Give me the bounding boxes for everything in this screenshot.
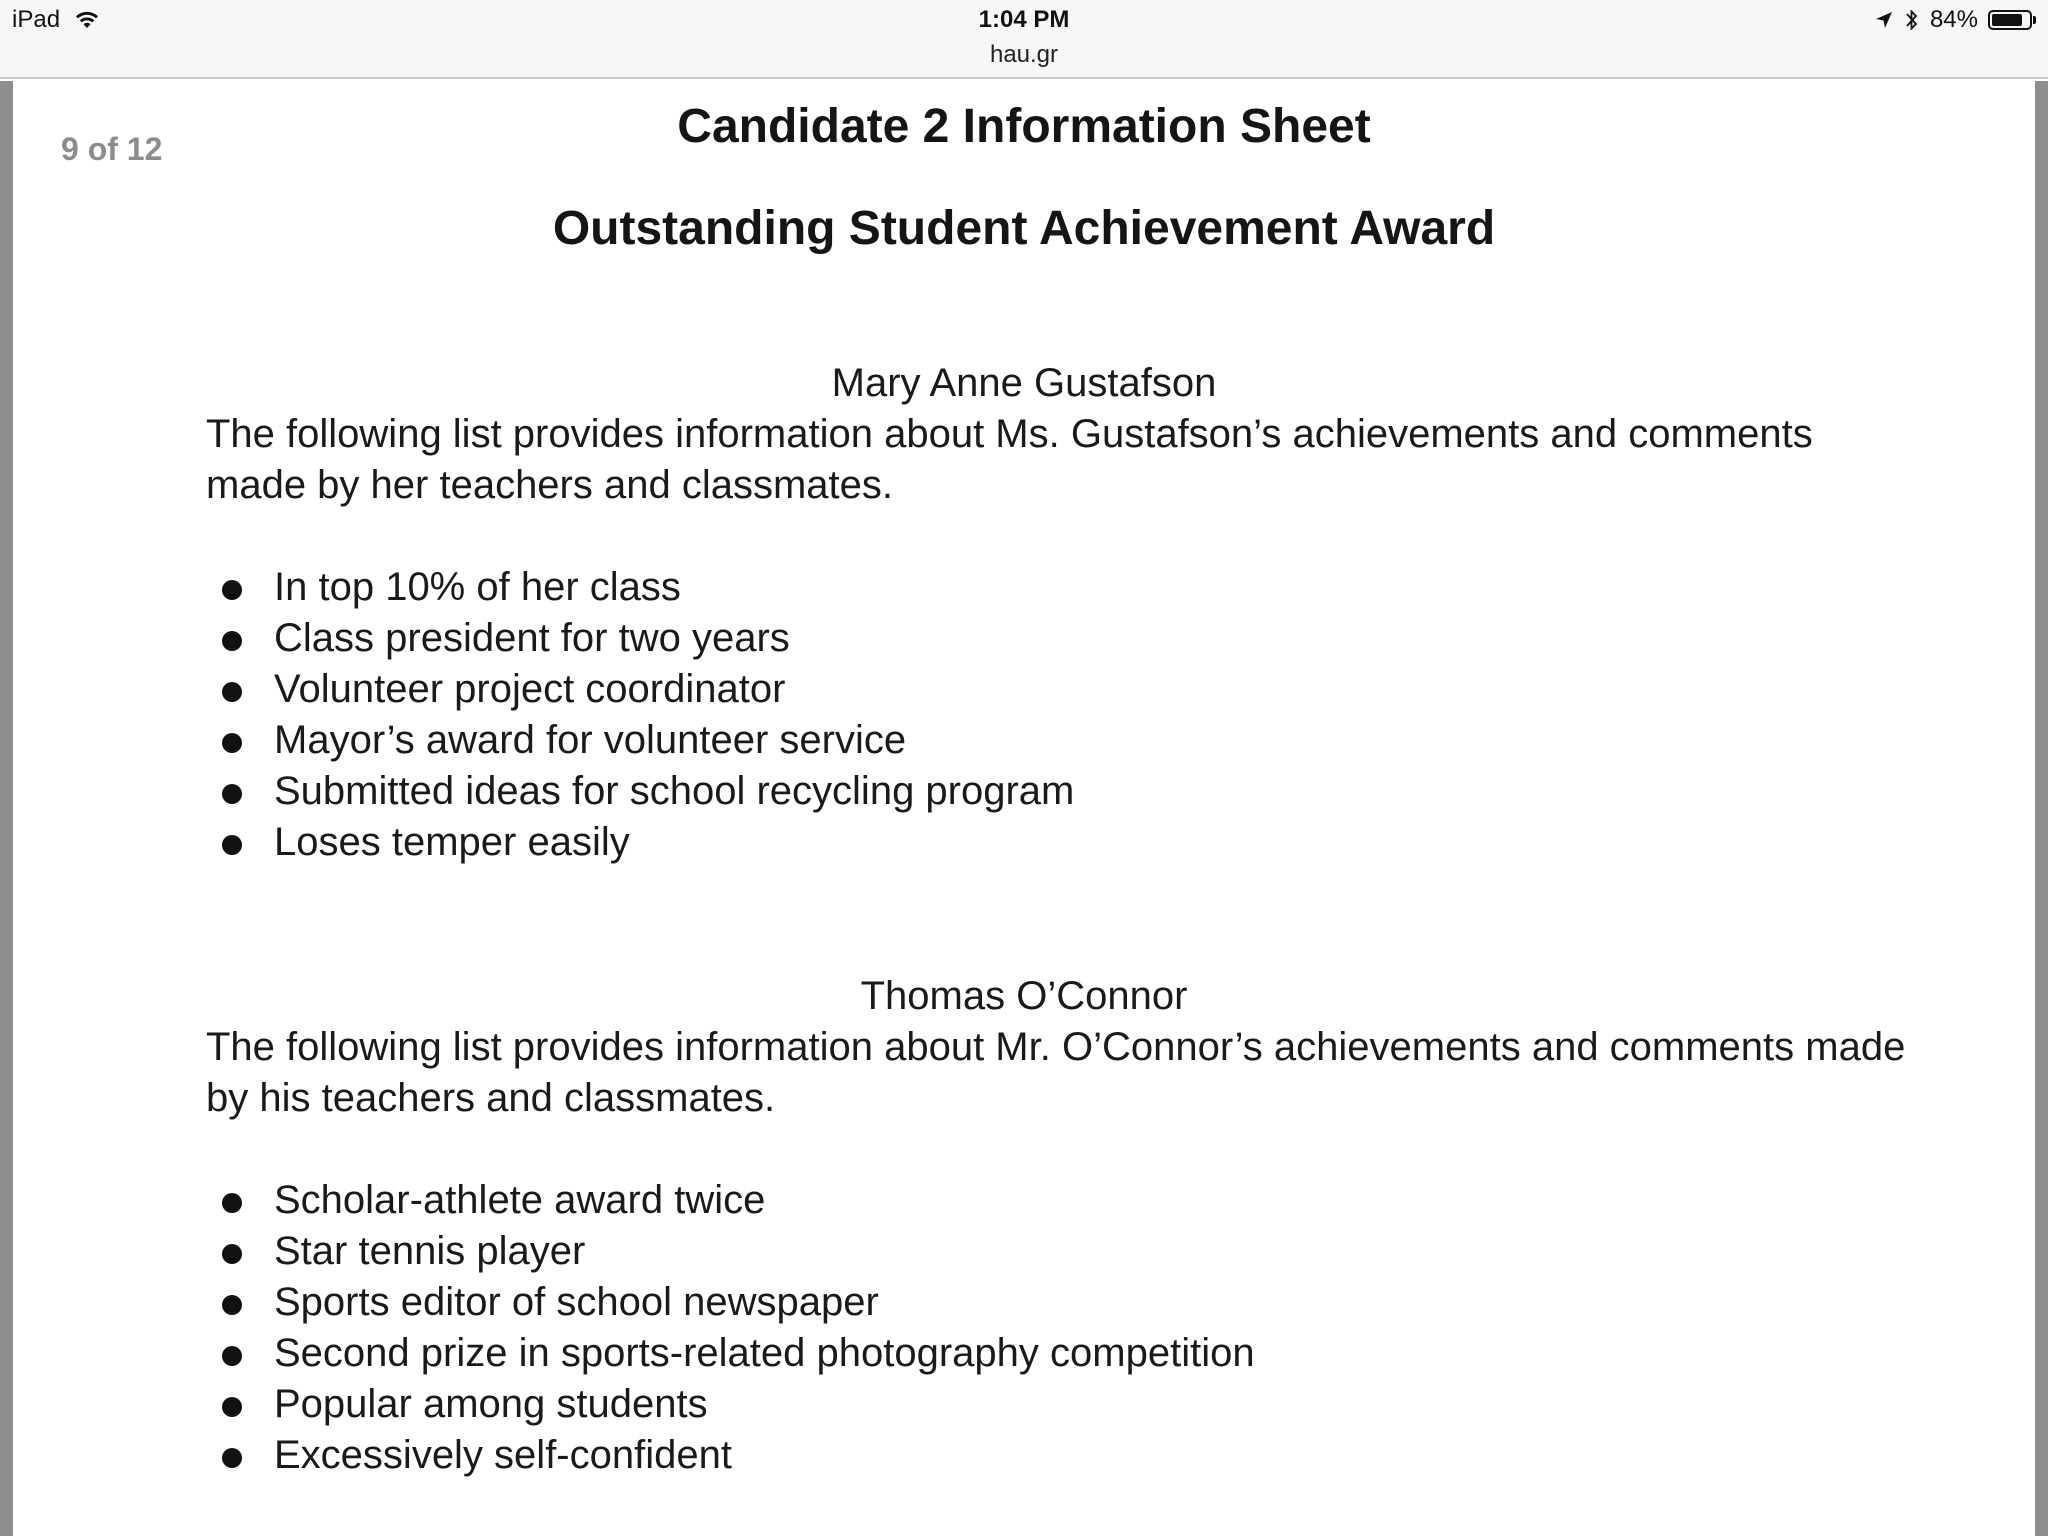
candidate-section-1 [206, 358, 1906, 868]
viewport-left-edge [0, 81, 13, 1536]
battery-body [1988, 10, 2032, 30]
viewport-right-edge [2035, 81, 2048, 1536]
list-item-text: Scholar-athlete award twice [274, 1178, 766, 1222]
list-item-text: Second prize in sports-related photography competition [274, 1331, 1255, 1375]
list-item-text: Sports editor of school newspaper [274, 1280, 879, 1324]
bullet-icon [222, 631, 242, 651]
list-item [206, 1277, 1906, 1328]
list-item-text: Popular among students [274, 1382, 708, 1426]
list-item [206, 715, 1906, 766]
list-item [206, 1175, 1906, 1226]
list-item-text: In top 10% of her class [274, 565, 681, 609]
list-item [206, 1430, 1906, 1481]
achievement-list [206, 1175, 1906, 1481]
candidate-section-2 [206, 971, 1906, 1481]
list-item-text: Excessively self-confident [274, 1433, 732, 1477]
status-time: 1:04 PM [978, 6, 1070, 33]
candidate-intro: The following list provides information about Ms. Gustafson’s achievements and comments made by her teachers and classmates. [206, 412, 1813, 507]
battery-icon [1988, 10, 2036, 30]
location-arrow-icon [1874, 10, 1894, 30]
bullet-icon [222, 682, 242, 702]
status-right [1874, 6, 2036, 34]
list-item [206, 613, 1906, 664]
bullet-icon [222, 1448, 242, 1468]
list-item [206, 562, 1906, 613]
list-item-text: Volunteer project coordinator [274, 667, 786, 711]
page-indicator: 9 of 12 [61, 131, 163, 167]
list-item-text: Submitted ideas for school recycling program [274, 769, 1075, 813]
list-item-text: Star tennis player [274, 1229, 586, 1273]
list-item [206, 664, 1906, 715]
bullet-icon [222, 733, 242, 753]
list-item [206, 1226, 1906, 1277]
battery-fill [1992, 14, 2022, 26]
list-item [206, 766, 1906, 817]
battery-tip [2033, 16, 2036, 24]
list-item-text: Loses temper easily [274, 820, 630, 864]
bullet-icon [222, 580, 242, 600]
document-subtitle: Outstanding Student Achievement Award [552, 202, 1496, 255]
bullet-icon [222, 1244, 242, 1264]
candidate-name: Thomas O’Connor [860, 974, 1188, 1018]
bullet-icon [222, 1346, 242, 1366]
address-bar-url[interactable]: hau.gr [989, 41, 1059, 68]
bullet-icon [222, 1295, 242, 1315]
candidate-name: Mary Anne Gustafson [831, 361, 1217, 405]
bullet-icon [222, 1397, 242, 1417]
browser-top-bar [0, 0, 2048, 79]
battery-percentage: 84% [1929, 6, 1978, 33]
bluetooth-icon [1904, 8, 1920, 32]
bullet-icon [222, 784, 242, 804]
pdf-page[interactable] [13, 81, 2035, 1536]
list-item [206, 1379, 1906, 1430]
list-item-text: Class president for two years [274, 616, 790, 660]
bullet-icon [222, 1193, 242, 1213]
list-item [206, 1328, 1906, 1379]
list-item [206, 817, 1906, 868]
document-viewport[interactable] [0, 81, 2048, 1536]
list-item-text: Mayor’s award for volunteer service [274, 718, 907, 762]
bullet-icon [222, 835, 242, 855]
candidate-intro: The following list provides information about Mr. O’Connor’s achievements and comments made by his teachers and classmates. [206, 1025, 1906, 1120]
document-title: Candidate 2 Information Sheet [677, 100, 1371, 153]
device-label: iPad [12, 6, 61, 33]
achievement-list [206, 562, 1906, 868]
